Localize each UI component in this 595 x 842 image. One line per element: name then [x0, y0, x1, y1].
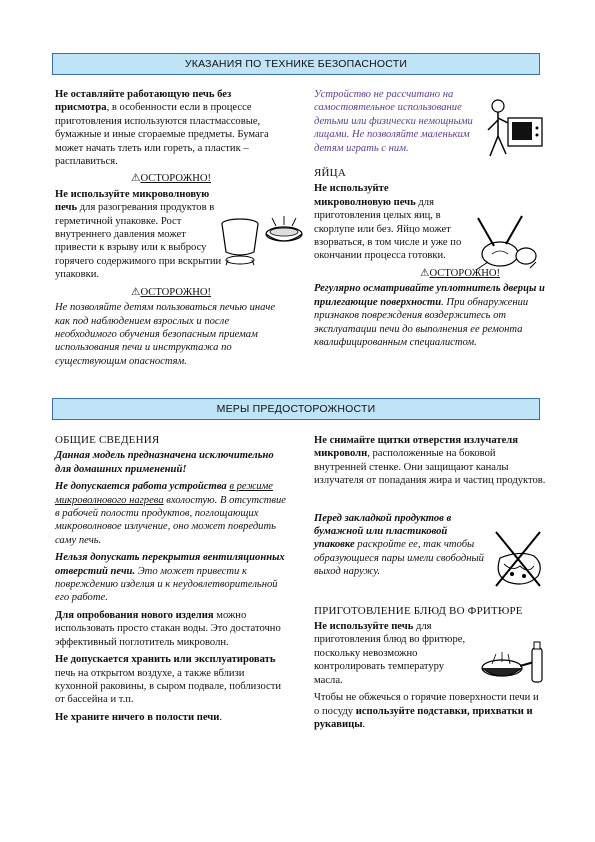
section-title: МЕРЫ ПРЕДОСТОРОЖНОСТИ	[216, 403, 376, 415]
deep-frying-title: ПРИГОТОВЛЕНИЕ БЛЮД ВО ФРИТЮРЕ	[314, 604, 523, 617]
frying-pan-illustration-icon	[478, 640, 546, 690]
warning-icon: ⚠	[130, 173, 141, 185]
paragraph-eggs: Не используйте микроволновую печь для приготовления целых яиц, в скорлупе или без. Яйцо может взорваться, в том числе и уже по окончании процесса готовки.	[314, 183, 462, 262]
paragraph-deep-frying: Не используйте печь для приготовления блюд во фритюре, поскольку невозможно контролировать температуру масла.	[314, 621, 466, 686]
paragraph-home-use: Данная модель предназначена исключительно для домашних применений!	[55, 450, 274, 475]
column-precautions-left	[55, 434, 287, 728]
child-microwave-illustration-icon	[486, 96, 544, 168]
section-header-safety	[52, 53, 540, 75]
paragraph-empty-cavity: Не храните ничего в полости печи.	[55, 711, 223, 723]
paragraph-children-supervision: Не позволяйте детям пользоваться печью иначе как под наблюдением взрослых и после необходимого обучения безопасным приемам использования печи и инструктажа по существующим опасностям.	[55, 302, 276, 367]
section-title: УКАЗАНИЯ ПО ТЕХНИКЕ БЕЗОПАСНОСТИ	[184, 58, 408, 70]
paragraph-storage-location: Не допускается хранить или эксплуатировать печь на открытом воздухе, а также вблизи кухонной раковины, в сыром подвале, поблизости от бассейна и т.п.	[55, 654, 282, 706]
paragraph-door-seal: Регулярно осматривайте уплотнитель дверцы и прилегающие поверхности. При обнаружении признаков повреждения воздержитесь от эксплуатации печи до выполнения ее ремонта квалифицированным специалистом.	[314, 283, 545, 348]
warning-label: ⚠ОСТОРОЖНО!	[130, 173, 212, 185]
paragraph-hot-surfaces: Чтобы не обжечься о горячие поверхности печи и о посуду используйте подставки, прихватки и рукавицы.	[314, 692, 539, 730]
warning-label: ⚠ОСТОРОЖНО!	[419, 267, 501, 279]
paragraph-waveguide-covers: Не снимайте щитки отверстия излучателя микроволн, расположенные на боковой внутренней стенке. Они защищают каналы излучателя от попадания жира и частиц продуктов.	[314, 435, 546, 487]
warning-label: ⚠ОСТОРОЖНО!	[130, 286, 212, 298]
paragraph-test-water: Для опробования нового изделия можно использовать просто стакан воды. Это достаточно эффективный поглотитель микроволн.	[55, 609, 281, 648]
paragraph-idle-operation: Не допускается работа устройства в режиме микроволнового нагрева вхолостую. В отсутствие в рабочей полости продуктов, поглощающих микроволновое излучение, оно может повредить саму печь.	[55, 481, 286, 546]
paragraph-open-package: Перед закладкой продуктов в бумажной или пластиковой упаковке раскройте ее, так чтобы образующиеся пары имели свободный выход наружу.	[314, 512, 484, 578]
paragraph-sealed-package: Не используйте микроволновую печь для разогревания продуктов в герметичной упаковке. Рост внутреннего давления может привести к взрыву или к выбросу горячего содержимого при вскрытии упаковки.	[55, 188, 222, 281]
warning-icon: ⚠	[419, 267, 430, 279]
section-header-precautions	[52, 398, 540, 420]
eggs-title: ЯЙЦА	[314, 167, 346, 180]
warning-icon: ⚠	[130, 286, 141, 298]
general-info-title: ОБЩИЕ СВЕДЕНИЯ	[55, 434, 160, 446]
paragraph-unattended: Не оставляйте работающую печь без присмотра, в особенности если в процессе приготовления используются пластмассовые, бумажные и иные сгораемые предметы. Бумага может начать тлеть или гореть, а пластик – расплавиться.	[55, 89, 269, 168]
sealed-containers-illustration-icon	[218, 212, 306, 267]
eggs-illustration-icon	[470, 214, 542, 276]
paragraph-children-use: Устройство не рассчитано на самостоятельное использование детьми или физически немощными лицами. Не позволяйте маленьким детям играть с ним.	[314, 89, 473, 154]
crossed-package-illustration-icon	[490, 528, 545, 590]
paragraph-vents: Нельзя допускать перекрытия вентиляционных отверстий печи. Это может привести к повреждению изделия и к неудовлетворительной его работе.	[55, 552, 285, 604]
